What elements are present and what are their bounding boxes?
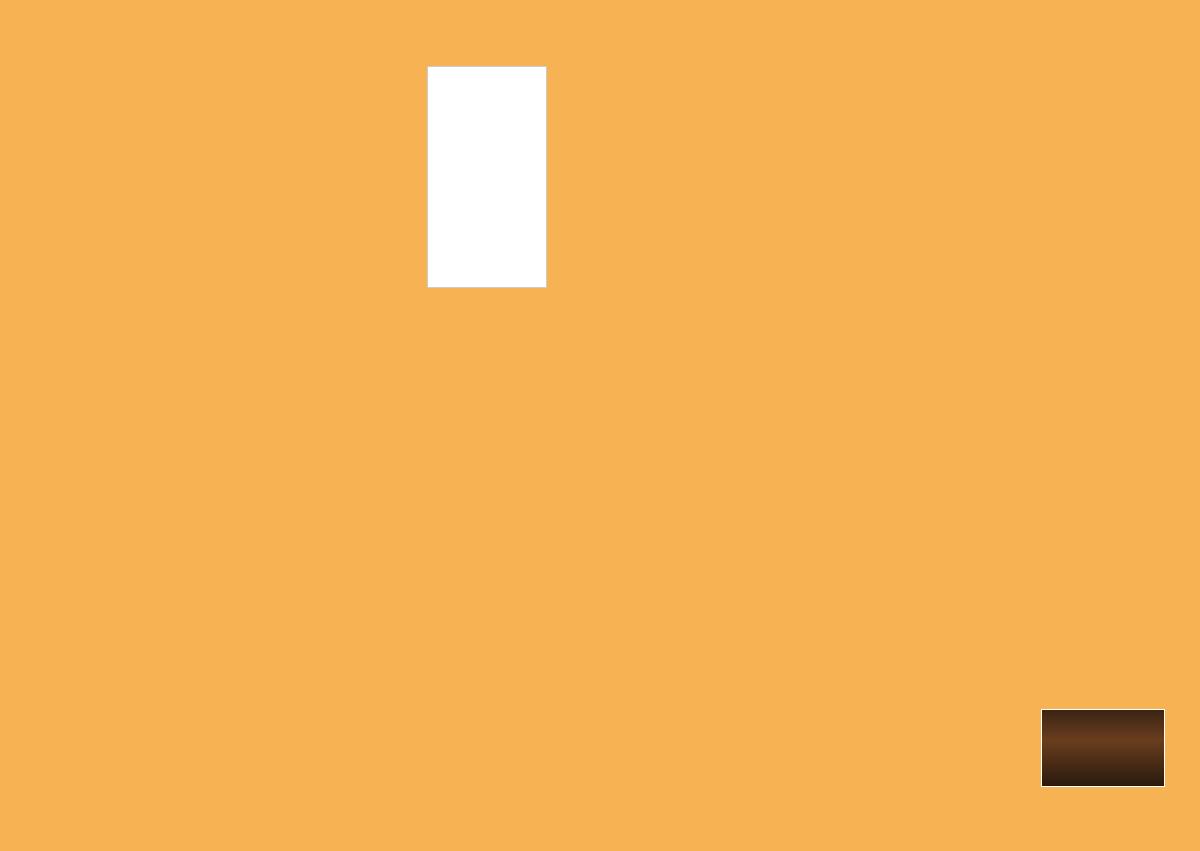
- restaurant-photo: [1041, 709, 1165, 787]
- column-2: [213, 0, 398, 851]
- column-3: [407, 318, 587, 851]
- map-legend: [427, 66, 547, 288]
- column-5: [819, 0, 1001, 851]
- terre-au-verre-ad: [1013, 705, 1193, 797]
- column-4: [621, 0, 803, 851]
- column-6: [1016, 0, 1190, 700]
- column-1: [17, 0, 195, 851]
